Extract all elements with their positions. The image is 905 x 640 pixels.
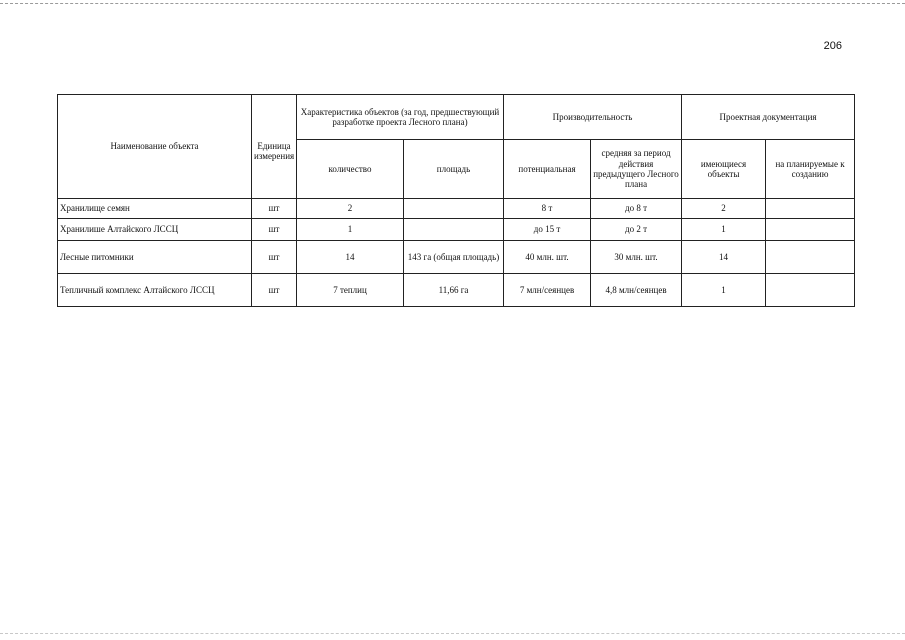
cell-area xyxy=(404,199,504,219)
cell-unit: шт xyxy=(252,199,297,219)
cell-quantity: 14 xyxy=(297,241,404,274)
cell-potential: 8 т xyxy=(504,199,591,219)
cell-average: 30 млн. шт. xyxy=(591,241,682,274)
cell-quantity: 1 xyxy=(297,219,404,241)
header-area: площадь xyxy=(404,140,504,199)
cell-quantity: 7 теплиц xyxy=(297,274,404,307)
cell-existing: 1 xyxy=(682,219,766,241)
header-unit: Единица измерения xyxy=(252,95,297,199)
cell-planned xyxy=(766,219,855,241)
header-documentation: Проектная документация xyxy=(682,95,855,140)
header-characteristics: Характеристика объектов (за год, предшествующий разработке проекта Лесного плана) xyxy=(297,95,504,140)
objects-table xyxy=(57,94,855,307)
cell-potential: 7 млн/сеянцев xyxy=(504,274,591,307)
header-existing: имеющиеся объекты xyxy=(682,140,766,199)
header-quantity: количество xyxy=(297,140,404,199)
bottom-scan-edge xyxy=(0,633,905,634)
cell-area: 11,66 га xyxy=(404,274,504,307)
cell-unit: шт xyxy=(252,219,297,241)
cell-existing: 14 xyxy=(682,241,766,274)
header-productivity: Производительность xyxy=(504,95,682,140)
table-row xyxy=(58,199,855,219)
cell-average: до 8 т xyxy=(591,199,682,219)
cell-unit: шт xyxy=(252,241,297,274)
header-planned: на планируемые к созданию xyxy=(766,140,855,199)
cell-average: 4,8 млн/сеянцев xyxy=(591,274,682,307)
cell-potential: до 15 т xyxy=(504,219,591,241)
page-number: 206 xyxy=(823,40,842,52)
header-row-top xyxy=(58,95,855,140)
cell-existing: 2 xyxy=(682,199,766,219)
cell-potential: 40 млн. шт. xyxy=(504,241,591,274)
cell-name: Лесные питомники xyxy=(58,241,252,274)
header-name: Наименование объекта xyxy=(58,95,252,199)
header-potential: потенциальная xyxy=(504,140,591,199)
table-row xyxy=(58,241,855,274)
cell-existing: 1 xyxy=(682,274,766,307)
cell-average: до 2 т xyxy=(591,219,682,241)
header-average: средняя за период действия предыдущего Лесного плана xyxy=(591,140,682,199)
table-row xyxy=(58,274,855,307)
table-row xyxy=(58,219,855,241)
cell-name: Тепличный комплекс Алтайского ЛССЦ xyxy=(58,274,252,307)
cell-planned xyxy=(766,274,855,307)
cell-unit: шт xyxy=(252,274,297,307)
cell-name: Хранилище семян xyxy=(58,199,252,219)
cell-area: 143 га (общая площадь) xyxy=(404,241,504,274)
cell-quantity: 2 xyxy=(297,199,404,219)
cell-planned xyxy=(766,241,855,274)
cell-planned xyxy=(766,199,855,219)
cell-name: Хранилише Алтайского ЛССЦ xyxy=(58,219,252,241)
top-scan-edge xyxy=(0,3,905,4)
cell-area xyxy=(404,219,504,241)
